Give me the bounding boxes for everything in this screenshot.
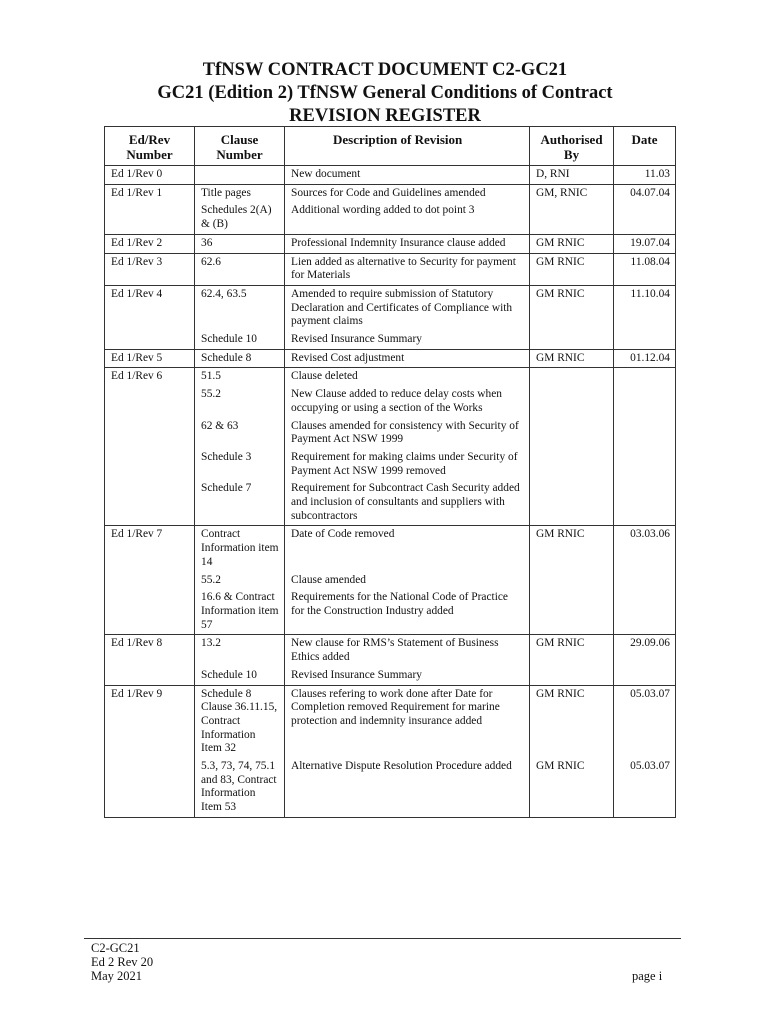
footer-edition: Ed 2 Rev 20 [91, 955, 154, 969]
document-title: TfNSW CONTRACT DOCUMENT C2-GC21 [202, 60, 568, 80]
clause-cell: Schedule 8 Clause 36.11.15, Contract Information Item 32 [195, 685, 285, 758]
description-cell: Revised Insurance Summary [285, 667, 530, 685]
clause-cell: Schedule 10 [195, 667, 285, 685]
date-cell [614, 572, 676, 590]
description-cell: Requirement for making claims under Security of Payment Act NSW 1999 removed [285, 449, 530, 480]
table-row [105, 349, 676, 368]
footer-date: May 2021 [91, 969, 143, 983]
col-clause-header: Clause Number [195, 127, 285, 166]
ed-rev-cell [105, 589, 195, 635]
authorised-by-cell: GM RNIC [530, 349, 614, 368]
clause-cell: 62 & 63 [195, 418, 285, 449]
date-cell [614, 386, 676, 417]
description-cell: New document [285, 166, 530, 185]
authorised-by-cell [530, 667, 614, 685]
col-ed-rev-header: Ed/Rev Number [105, 127, 195, 166]
ed-rev-cell: Ed 1/Rev 3 [105, 253, 195, 285]
clause-cell: 55.2 [195, 386, 285, 417]
description-cell: Clause deleted [285, 368, 530, 386]
description-cell: Revised Insurance Summary [285, 331, 530, 349]
ed-rev-cell [105, 331, 195, 349]
authorised-by-cell: GM RNIC [530, 234, 614, 253]
authorised-by-cell: GM RNIC [530, 758, 614, 817]
ed-rev-cell: Ed 1/Rev 1 [105, 184, 195, 202]
table-row [105, 572, 676, 590]
ed-rev-cell [105, 386, 195, 417]
clause-cell: Schedule 10 [195, 331, 285, 349]
ed-rev-cell: Ed 1/Rev 4 [105, 285, 195, 331]
description-cell: Date of Code removed [285, 526, 530, 572]
clause-cell: Schedule 8 [195, 349, 285, 368]
clause-cell: Title pages [195, 184, 285, 202]
col-authorised-header: Authorised By [530, 127, 614, 166]
authorised-by-cell [530, 386, 614, 417]
clause-cell: 36 [195, 234, 285, 253]
clause-cell: 62.4, 63.5 [195, 285, 285, 331]
table-row [105, 166, 676, 185]
description-cell: Alternative Dispute Resolution Procedure added [285, 758, 530, 817]
date-cell: 11.08.04 [614, 253, 676, 285]
table-header-row [105, 127, 676, 166]
date-cell [614, 449, 676, 480]
table-row [105, 368, 676, 386]
clause-cell: Schedules 2(A) & (B) [195, 202, 285, 234]
ed-rev-cell: Ed 1/Rev 9 [105, 685, 195, 758]
table-row [105, 449, 676, 480]
table-row [105, 234, 676, 253]
table-row [105, 184, 676, 202]
ed-rev-cell [105, 202, 195, 234]
date-cell: 01.12.04 [614, 349, 676, 368]
ed-rev-cell: Ed 1/Rev 8 [105, 635, 195, 667]
description-cell: Clause amended [285, 572, 530, 590]
clause-cell: Schedule 7 [195, 480, 285, 526]
date-cell [614, 418, 676, 449]
description-cell: Lien added as alternative to Security for payment for Materials [285, 253, 530, 285]
clause-cell: 13.2 [195, 635, 285, 667]
description-cell: Sources for Code and Guidelines amended [285, 184, 530, 202]
authorised-by-cell [530, 202, 614, 234]
authorised-by-cell: D, RNI [530, 166, 614, 185]
ed-rev-cell: Ed 1/Rev 7 [105, 526, 195, 572]
description-cell: Revised Cost adjustment [285, 349, 530, 368]
authorised-by-cell: GM RNIC [530, 253, 614, 285]
date-cell: 11.03 [614, 166, 676, 185]
date-cell: 03.03.06 [614, 526, 676, 572]
authorised-by-cell: GM, RNIC [530, 184, 614, 202]
revision-register-table [104, 126, 676, 818]
description-cell: Professional Indemnity Insurance clause added [285, 234, 530, 253]
authorised-by-cell: GM RNIC [530, 285, 614, 331]
ed-rev-cell [105, 480, 195, 526]
ed-rev-cell: Ed 1/Rev 5 [105, 349, 195, 368]
table-row [105, 635, 676, 667]
clause-cell: 5.3, 73, 74, 75.1 and 83, Contract Information Item 53 [195, 758, 285, 817]
table-row [105, 418, 676, 449]
date-cell [614, 480, 676, 526]
document-subtitle: GC21 (Edition 2) TfNSW General Conditions of Contract [157, 83, 613, 103]
col-description-header: Description of Revision [285, 127, 530, 166]
authorised-by-cell [530, 449, 614, 480]
date-cell: 19.07.04 [614, 234, 676, 253]
description-cell: New clause for RMS’s Statement of Business Ethics added [285, 635, 530, 667]
date-cell: 04.07.04 [614, 184, 676, 202]
table-row [105, 667, 676, 685]
ed-rev-cell [105, 758, 195, 817]
date-cell [614, 667, 676, 685]
table-row [105, 685, 676, 758]
table-row [105, 526, 676, 572]
clause-cell: 16.6 & Contract Information item 57 [195, 589, 285, 635]
date-cell [614, 202, 676, 234]
table-row [105, 758, 676, 817]
ed-rev-cell: Ed 1/Rev 2 [105, 234, 195, 253]
footer-doc-id: C2-GC21 [91, 941, 140, 955]
ed-rev-cell: Ed 1/Rev 6 [105, 368, 195, 386]
description-cell: Clauses refering to work done after Date for Completion removed Requirement for marine protection and indemnity insurance added [285, 685, 530, 758]
clause-cell: 55.2 [195, 572, 285, 590]
authorised-by-cell: GM RNIC [530, 635, 614, 667]
authorised-by-cell [530, 368, 614, 386]
table-row [105, 253, 676, 285]
description-cell: New Clause added to reduce delay costs when occupying or using a section of the Works [285, 386, 530, 417]
date-cell: 11.10.04 [614, 285, 676, 331]
ed-rev-cell [105, 667, 195, 685]
authorised-by-cell [530, 480, 614, 526]
date-cell: 05.03.07 [614, 685, 676, 758]
authorised-by-cell [530, 572, 614, 590]
date-cell [614, 589, 676, 635]
date-cell: 05.03.07 [614, 758, 676, 817]
authorised-by-cell [530, 331, 614, 349]
description-cell: Clauses amended for consistency with Security of Payment Act NSW 1999 [285, 418, 530, 449]
clause-cell: 51.5 [195, 368, 285, 386]
authorised-by-cell: GM RNIC [530, 526, 614, 572]
authorised-by-cell: GM RNIC [530, 685, 614, 758]
ed-rev-cell [105, 449, 195, 480]
table-row [105, 202, 676, 234]
authorised-by-cell [530, 589, 614, 635]
table-row [105, 589, 676, 635]
ed-rev-cell: Ed 1/Rev 0 [105, 166, 195, 185]
footer-page-number: page i [632, 969, 663, 983]
table-row [105, 285, 676, 331]
table-row [105, 386, 676, 417]
register-heading: REVISION REGISTER [289, 106, 481, 126]
ed-rev-cell [105, 572, 195, 590]
description-cell: Requirements for the National Code of Practice for the Construction Industry added [285, 589, 530, 635]
description-cell: Amended to require submission of Statutory Declaration and Certificates of Compliance with payment claims [285, 285, 530, 331]
date-cell: 29.09.06 [614, 635, 676, 667]
table-row [105, 331, 676, 349]
footer-divider [84, 938, 681, 939]
table-row [105, 480, 676, 526]
date-cell [614, 331, 676, 349]
clause-cell: 62.6 [195, 253, 285, 285]
clause-cell: Schedule 3 [195, 449, 285, 480]
authorised-by-cell [530, 418, 614, 449]
clause-cell [195, 166, 285, 185]
description-cell: Additional wording added to dot point 3 [285, 202, 530, 234]
date-cell [614, 368, 676, 386]
description-cell: Requirement for Subcontract Cash Security added and inclusion of consultants and suppliers with subcontractors [285, 480, 530, 526]
col-date-header: Date [614, 127, 676, 166]
clause-cell: Contract Information item 14 [195, 526, 285, 572]
ed-rev-cell [105, 418, 195, 449]
